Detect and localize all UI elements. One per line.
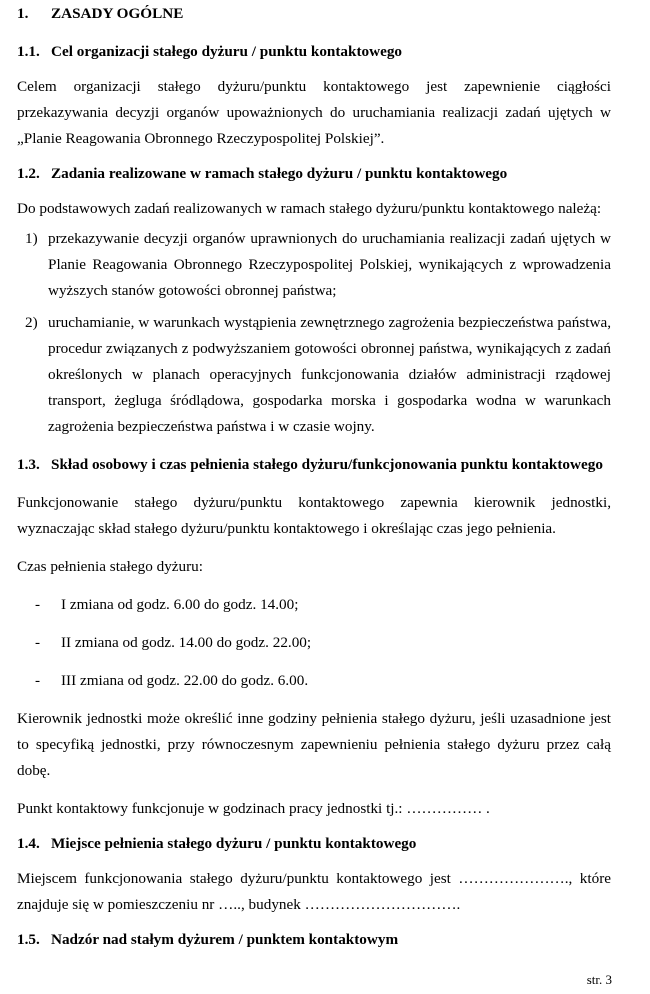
list-item — [17, 668, 611, 694]
section-title: Nadzór nad stałym dyżurem / punktem kontaktowym — [51, 931, 399, 948]
list-item-text: uruchamianie, w warunkach wystąpienia zewnętrznego zagrożenia bezpieczeństwa państwa, procedur związanych z podwyższaniem gotowości obronnej państwa, wynikających z zadań określonych w planach operacyjnych funkcjonowania działów administracji rządowej transport, żegluga śródlądowa, gospodarka morska i gospodarka wodna w warunkach zagrożenia bezpieczeństwa państwa i w czasie wojny. — [48, 314, 611, 435]
list-item — [17, 592, 611, 618]
tasks-list — [17, 226, 611, 440]
paragraph-other-hours: Kierownik jednostki może określić inne godziny pełnienia stałego dyżuru, jeśli uzasadnione jest to specyfiką jednostki, przy równoczesnym zapewnieniu pełnienia stałego dyżuru przez całą dobę. — [17, 710, 611, 779]
list-marker: - — [35, 672, 41, 689]
section-number: 1.4. — [17, 835, 40, 852]
list-marker: 1) — [25, 230, 38, 247]
section-title: ZASADY OGÓLNE — [51, 5, 184, 22]
list-item-text: II zmiana od godz. 14.00 do godz. 22.00; — [61, 634, 312, 651]
section-heading-1-3 — [17, 452, 611, 478]
list-item-text: przekazywanie decyzji organów uprawnionych do uruchamiania realizacji zadań ujętych w Planie Reagowania Obronnego Rzeczypospolitej Polskiej, wynikających z wprowadzenia wyższych stanów gotowości obronnej państwa; — [48, 230, 611, 299]
list-item — [17, 630, 611, 656]
list-item-text: III zmiana od godz. 22.00 do godz. 6.00. — [61, 672, 309, 689]
section-number: 1.3. — [17, 456, 40, 473]
section-number: 1. — [17, 5, 29, 22]
section-number: 1.2. — [17, 165, 40, 182]
list-marker: - — [35, 634, 41, 651]
paragraph-location: Miejscem funkcjonowania stałego dyżuru/punktu kontaktowego jest …………………., które znajduje się w pomieszczeniu nr ….., budynek …………………………. — [17, 870, 611, 913]
paragraph-staff: Funkcjonowanie stałego dyżuru/punktu kontaktowego zapewnia kierownik jednostki, wyznaczając skład stałego dyżuru/punktu kontaktowego i określając czas jego pełnienia. — [17, 494, 611, 537]
shifts-list — [17, 592, 611, 694]
section-heading-1 — [17, 4, 611, 24]
section-title: Zadania realizowane w ramach stałego dyżuru / punktu kontaktowego — [51, 165, 508, 182]
paragraph-contact-point-hours: Punkt kontaktowy funkcjonuje w godzinach pracy jednostki tj.: …………… . — [17, 800, 490, 817]
document-content — [17, 4, 611, 962]
page-number: str. 3 — [586, 972, 612, 987]
section-heading-1-1 — [17, 42, 611, 62]
list-marker: - — [35, 596, 41, 613]
section-heading-1-4 — [17, 834, 611, 854]
list-item — [17, 226, 611, 304]
list-marker: 2) — [25, 314, 38, 331]
paragraph-purpose: Celem organizacji stałego dyżuru/punktu kontaktowego jest zapewnienie ciągłości przekazywania decyzji organów upoważnionych do uruchamiania realizacji zadań ujętych w „Planie Reagowania Obronnego Rzeczypospolitej Polskiej”. — [17, 78, 611, 147]
section-title: Miejsce pełnienia stałego dyżuru / punktu kontaktowego — [51, 835, 417, 852]
section-heading-1-2 — [17, 164, 611, 184]
list-item-text: I zmiana od godz. 6.00 do godz. 14.00; — [61, 596, 299, 613]
paragraph-tasks-intro: Do podstawowych zadań realizowanych w ramach stałego dyżuru/punktu kontaktowego należą: — [17, 200, 602, 217]
section-number: 1.5. — [17, 931, 40, 948]
list-item — [17, 310, 611, 440]
section-number: 1.1. — [17, 43, 40, 60]
section-title: Cel organizacji stałego dyżuru / punktu kontaktowego — [51, 43, 403, 60]
section-title: Skład osobowy i czas pełnienia stałego dyżuru/funkcjonowania punktu kontaktowego — [51, 456, 603, 473]
paragraph-shifts-intro: Czas pełnienia stałego dyżuru: — [17, 558, 203, 575]
section-heading-1-5 — [17, 930, 611, 950]
